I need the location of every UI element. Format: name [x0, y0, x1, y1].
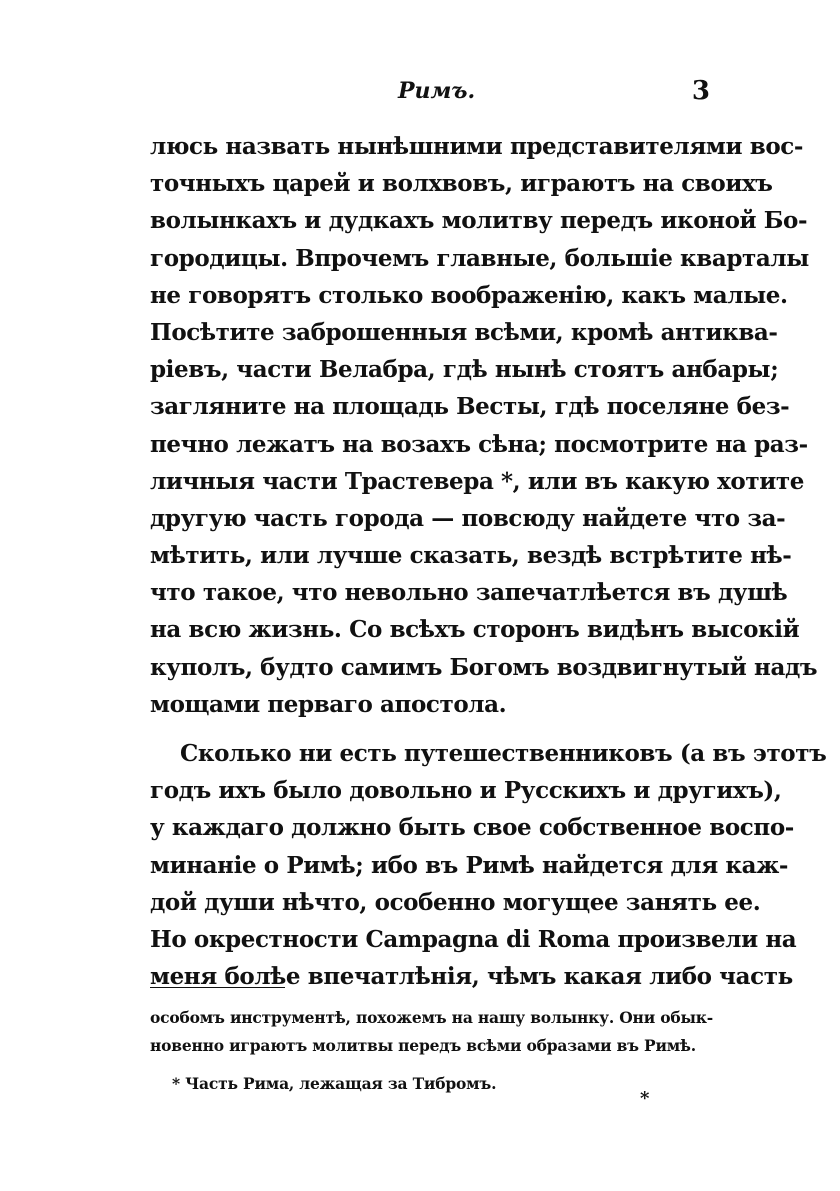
- paragraph-1: [150, 128, 818, 723]
- text-line: что такое, что невольно запечатлѣется въ душѣ: [150, 579, 788, 607]
- paragraph-gap: [150, 723, 710, 735]
- text-line: ріевъ, части Велабра, гдѣ нынѣ стоятъ анбары;: [150, 356, 779, 384]
- footnote-line: новенно играютъ молитвы передъ всѣми образами въ Римѣ.: [150, 1036, 696, 1055]
- body-text: [150, 128, 827, 995]
- page-number: 3: [691, 76, 710, 106]
- text-line: точныхъ царей и волхвовъ, играютъ на своихъ: [150, 170, 773, 198]
- text-line: на всю жизнь. Со всѣхъ сторонъ видѣнъ высокій: [150, 616, 800, 644]
- text-line: меня болѣе впечатлѣнія, чѣмъ какая либо часть: [150, 963, 793, 991]
- text-line: люсь назвать нынѣшними представителями вос-: [150, 133, 804, 160]
- footnotes: [150, 1004, 714, 1098]
- footnote-rule: [150, 987, 285, 988]
- footnote-gap: [150, 1060, 710, 1070]
- footnote-note: * Часть Рима, лежащая за Тибромъ.: [172, 1074, 497, 1093]
- running-head: [150, 78, 710, 114]
- text-line: печно лежатъ на возахъ сѣна; посмотрите на раз-: [150, 430, 808, 458]
- text-line: мѣтить, или лучше сказать, вездѣ встрѣтите нѣ-: [150, 542, 792, 570]
- text-line: другую часть города — повсюду найдете что за-: [150, 504, 786, 532]
- text-line: городицы. Впрочемъ главные, большіе кварталы: [150, 244, 809, 272]
- text-line: годъ ихъ было довольно и Русскихъ и другихъ),: [150, 777, 782, 805]
- text-line: Но окрестности Campagna di Roma произвели на: [150, 925, 797, 953]
- paragraph-2: [150, 735, 827, 995]
- text-line: минаніе о Римѣ; ибо въ Римѣ найдется для каж-: [150, 851, 789, 879]
- text-line: Посѣтите заброшенныя всѣми, кромѣ антиква-: [150, 318, 778, 346]
- text-line: Сколько ни есть путешественниковъ (а въ этотъ: [180, 740, 827, 767]
- signature-mark: *: [640, 1088, 650, 1109]
- text-line: загляните на площадь Весты, гдѣ поселяне без-: [150, 393, 790, 421]
- text-line: личныя части Трастевера *, или въ какую хотите: [150, 467, 804, 495]
- footnote-line: особомъ инструментѣ, похожемъ на нашу волынку. Они обык-: [150, 1008, 714, 1027]
- text-line: не говорятъ столько воображенію, какъ малые.: [150, 281, 788, 309]
- text-line: дой души нѣчто, особенно могущее занять ее.: [150, 888, 761, 916]
- text-line: у каждаго должно быть свое собственное воспо-: [150, 814, 794, 842]
- running-title: Римъ.: [398, 78, 476, 104]
- text-line: волынкахъ и дудкахъ молитву передъ иконой Бо-: [150, 207, 808, 235]
- text-line: мощами перваго апостола.: [150, 690, 507, 718]
- text-line: куполъ, будто самимъ Богомъ воздвигнутый надъ: [150, 653, 818, 681]
